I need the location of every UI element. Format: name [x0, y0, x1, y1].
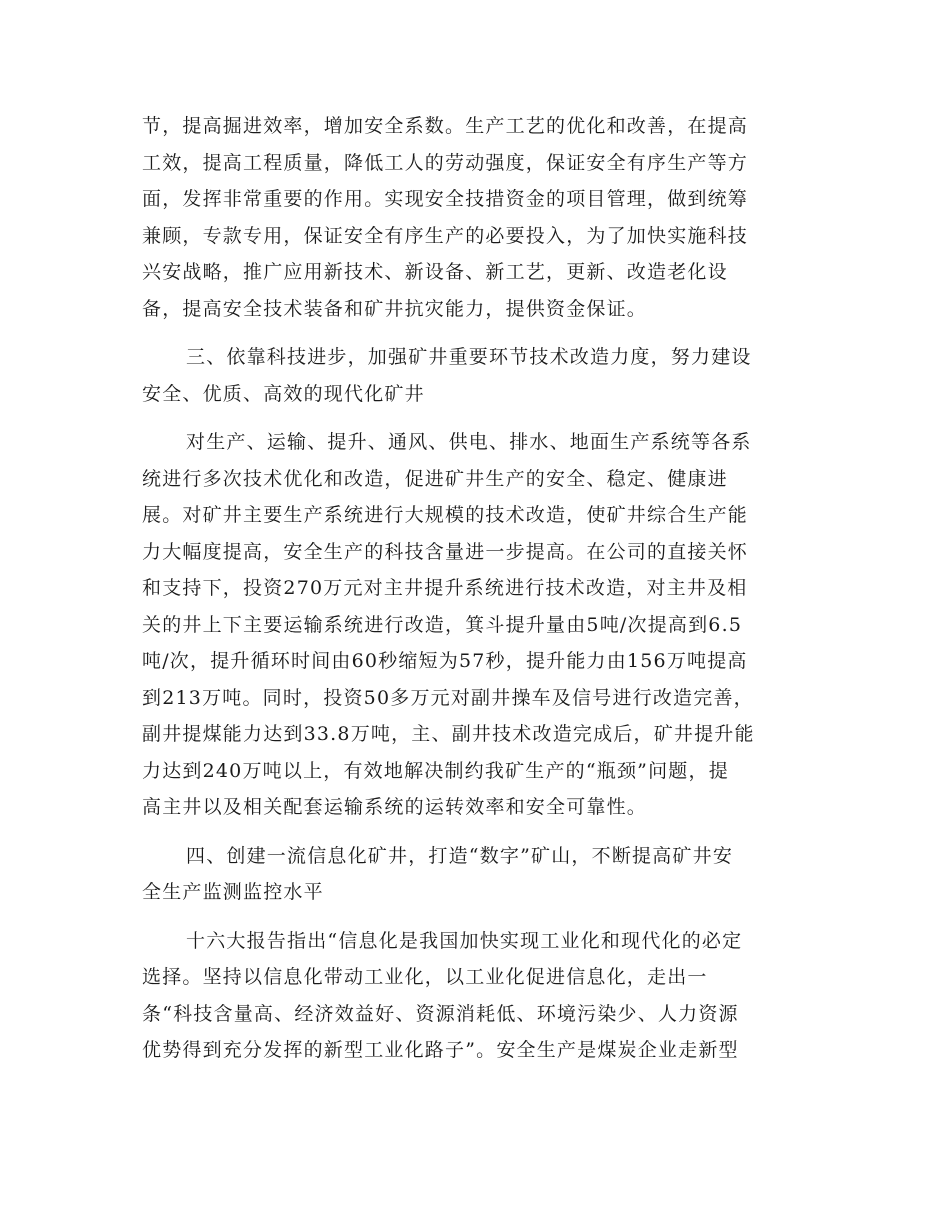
section-heading-4 — [142, 838, 802, 911]
text-line: 备，提高安全技术装备和矿井抗灾能力，提供资金保证。 — [142, 297, 648, 320]
text-line: 条“科技含量高、经济效益好、资源消耗低、环境污染少、人力资源 — [142, 1002, 739, 1025]
heading-line: 安全、优质、高效的现代化矿井 — [142, 382, 425, 405]
paragraph-funding — [142, 108, 802, 327]
text-line: 力大幅度提高，安全生产的科技含量进一步提高。在公司的直接关怀 — [142, 540, 749, 563]
text-line: 和支持下，投资270万元对主井提升系统进行技术改造，对主井及相 — [142, 577, 748, 599]
text-line: 展。对矿井主要生产系统进行大规模的技术改造，使矿井综合生产能 — [142, 504, 749, 526]
text-line: 副井提煤能力达到33.8万吨，主、副井技术改造完成后，矿井提升能 — [142, 723, 755, 745]
heading-line: 四、创建一流信息化矿井，打造“数字”矿山，不断提高矿井安 — [186, 844, 734, 867]
text-line: 面，发挥非常重要的作用。实现安全技措资金的项目管理，做到统筹 — [142, 188, 749, 210]
heading-line: 三、依靠科技进步，加强矿井重要环节技术改造力度，努力建设 — [186, 346, 752, 368]
text-line: 关的井上下主要运输系统进行改造，箕斗提升量由5吨/次提高到6.5 — [142, 613, 743, 636]
heading-line: 全生产监测监控水平 — [142, 881, 324, 903]
section-heading-3 — [142, 339, 802, 412]
text-line: 选择。坚持以信息化带动工业化，以工业化促进信息化，走出一 — [142, 966, 708, 988]
text-line: 优势得到充分发挥的新型工业化路子”。安全生产是煤炭企业走新型 — [142, 1039, 739, 1061]
paragraph-technical-upgrades — [142, 424, 802, 826]
text-line: 统进行多次技术优化和改造，促进矿井生产的安全、稳定、健康进 — [142, 467, 728, 490]
paragraph-informatization — [142, 923, 802, 1069]
text-line: 节，提高掘进效率，增加安全系数。生产工艺的优化和改善，在提高 — [142, 115, 749, 137]
document-page — [142, 108, 802, 1069]
text-line: 工效，提高工程质量，降低工人的劳动强度，保证安全有序生产等方 — [142, 151, 749, 174]
text-line: 兼顾，专款专用，保证安全有序生产的必要投入，为了加快实施科技 — [142, 224, 749, 247]
text-line: 力达到240万吨以上，有效地解决制约我矿生产的“瓶颈”问题，提 — [142, 759, 729, 782]
text-line: 十六大报告指出“信息化是我国加快实现工业化和现代化的必定 — [186, 929, 743, 952]
text-line: 吨/次，提升循环时间由60秒缩短为57秒，提升能力由156万吨提高 — [142, 650, 748, 672]
text-line: 对生产、运输、提升、通风、供电、排水、地面生产系统等各系 — [186, 431, 752, 453]
text-line: 兴安战略，推广应用新技术、新设备、新工艺，更新、改造老化设 — [142, 261, 728, 283]
text-line: 到213万吨。同时，投资50多万元对副井操车及信号进行改造完善， — [142, 686, 754, 709]
text-line: 高主井以及相关配套运输系统的运转效率和安全可靠性。 — [142, 796, 648, 818]
